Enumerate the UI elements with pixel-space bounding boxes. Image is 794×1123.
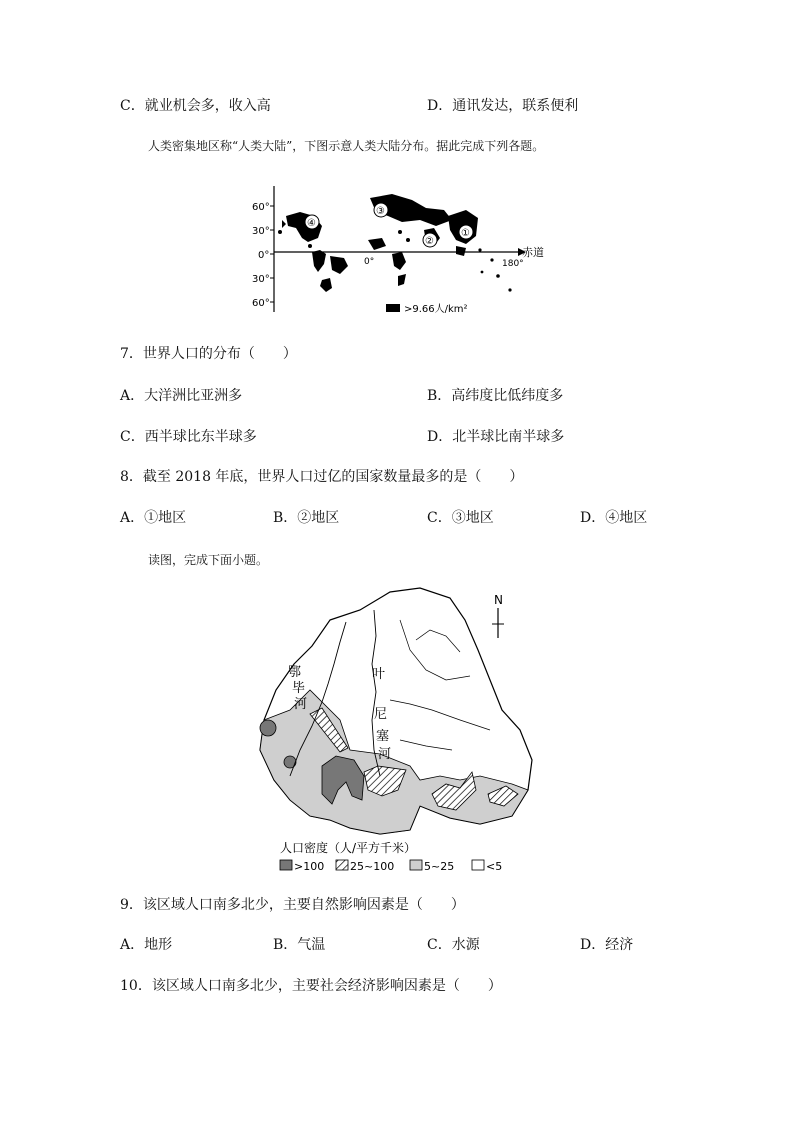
q10-stem: 10．该区域人口南多北少，主要社会经济影响因素是（ ） [120, 978, 502, 994]
marker-1: ① [461, 228, 470, 239]
legend-label: >9.66人/km² [404, 304, 468, 315]
q9-option-b: B．气温 [273, 937, 326, 953]
legend2-swatch-under5 [472, 860, 484, 870]
lat-label-30n: 30° [252, 226, 270, 237]
zone-over-100-b [260, 720, 276, 736]
africa-shape [392, 252, 406, 270]
intro-text-1: 人类密集地区称“人类大陆”，下图示意人类大陆分布。据此完成下列各题。 [148, 139, 545, 153]
q9-stem: 9．该区域人口南多北少，主要自然影响因素是（ ） [120, 897, 465, 913]
lon-label-0: 0° [364, 257, 375, 267]
legend2-label-5-25: 5~25 [424, 860, 455, 873]
lon-label-180: 180° [502, 259, 524, 269]
q8-option-b: B．②地区 [273, 510, 340, 526]
lat-label-0: 0° [258, 250, 270, 261]
legend2-swatch-over100 [280, 860, 292, 870]
legend2-title: 人口密度（人/平方千米） [280, 841, 417, 855]
q8-option-c: C．③地区 [427, 510, 494, 526]
prev-option-c: C．就业机会多，收入高 [120, 98, 271, 114]
legend2-label-under5: <5 [486, 860, 503, 873]
q7-option-c: C．西半球比东半球多 [120, 429, 257, 445]
ob-label-2: 毕 [292, 681, 306, 696]
q8-stem: 8．截至 2018 年底，世界人口过亿的国家数量最多的是（ ） [120, 469, 524, 485]
legend2-label-25-100: 25~100 [350, 860, 395, 873]
yenisei-label-3: 塞 [376, 729, 390, 744]
population-density-map [250, 580, 550, 880]
marker-4: ④ [307, 218, 316, 229]
yenisei-label-4: 河 [378, 747, 392, 762]
legend-swatch-dense [386, 304, 400, 312]
ob-label-3: 河 [294, 697, 308, 712]
lat-ticks [270, 206, 274, 302]
north-label: N [494, 593, 503, 607]
lat-label-60s: 60° [252, 298, 270, 309]
equator-label: 赤道 [522, 246, 544, 259]
lat-label-30s: 30° [252, 274, 270, 285]
marker-2: ② [425, 236, 434, 247]
yenisei-label-1: 叶 [372, 667, 386, 682]
q7-stem: 7．世界人口的分布（ ） [120, 346, 297, 362]
prev-option-d: D．通讯发达，联系便利 [427, 98, 579, 114]
q8-option-d: D．④地区 [580, 510, 648, 526]
intro-text-2: 读图，完成下面小题。 [148, 553, 269, 567]
q9-option-c: C．水源 [427, 937, 480, 953]
marker-3: ③ [376, 206, 385, 217]
q7-option-d: D．北半球比南半球多 [427, 429, 565, 445]
legend2-swatch-25-100 [336, 860, 348, 870]
legend2-swatch-5-25 [410, 860, 422, 870]
legend2-label-over100: >100 [294, 860, 325, 873]
south-america-shape [312, 250, 326, 272]
q7-option-a: A．大洋洲比亚洲多 [120, 388, 243, 404]
q8-option-a: A．①地区 [120, 510, 187, 526]
human-continent-map [252, 180, 552, 320]
ob-label-1: 鄂 [288, 665, 302, 680]
q9-option-a: A．地形 [120, 937, 173, 953]
lat-label-60n: 60° [252, 202, 270, 213]
q7-option-b: B．高纬度比低纬度多 [427, 388, 564, 404]
q9-option-d: D．经济 [580, 937, 634, 953]
yenisei-label-2: 尼 [374, 707, 388, 722]
